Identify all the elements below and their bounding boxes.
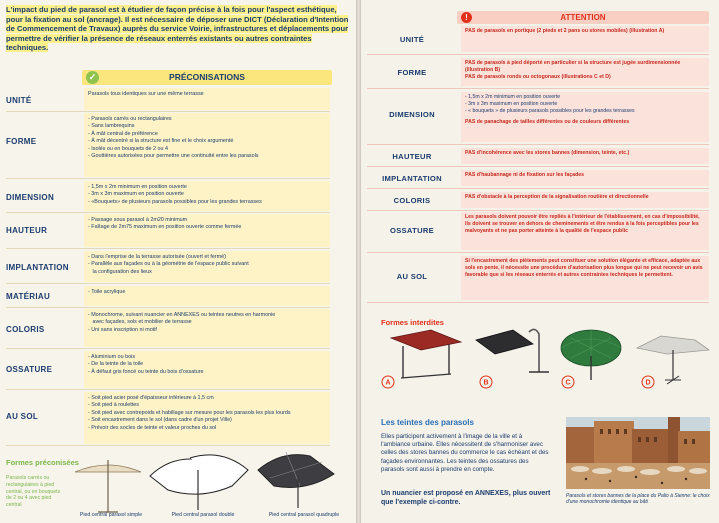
formes-preconisees-title: Formes préconisées	[6, 458, 79, 467]
row-line: - Sans lambrequins	[88, 123, 135, 130]
attention-text: Les parasols doivent pouvoir être repliés à l'intérieur de l'établissement, en cas d'impossibilité, ils doivent se trouver en dehors de cheminements et être rendus à la fois perceptibles pour les malvoyants et ne pas porter atteinte à la qualité de l'espace public	[465, 214, 700, 234]
row-line: - Parallèle aux façades ou à la géométrie de l'espace public suivant	[88, 261, 249, 268]
intro-part-2: Il est nécessaire de déposer une DICT (Déclaration d'Intention de Commencement de Travaux) auprès du service Voirie, infrastructures et déplacements pour permettre de vérifier la présence de réseaux enterrés existants ou autres contraintes techniques.	[6, 14, 349, 53]
formes-preconisees-text: Parasols carrés ou rectangulaires à pied central, ou en bouquets de 2 ou 4 avec pied central	[6, 475, 61, 509]
photo-caption: Parasols et stores bannes de la place du Palio à Sienne: le choix d'une monochromie identique au bâti	[566, 493, 710, 506]
row-line: - Soit pied avec contrepoids et habillage sur mesure pour les parasols les plus lourds	[88, 409, 291, 416]
attention-label-coloris: COLORIS	[393, 196, 431, 205]
illustration-ref: (illustration A)	[629, 28, 665, 34]
attention-label-forme: FORME	[397, 68, 427, 77]
attention-text: PAS de panachage de tailles différentes ou de couleurs différentes	[465, 119, 630, 126]
row-line: Parasols tous identiques sur une même terrasse	[88, 91, 204, 97]
attention-title: ATTENTION	[560, 13, 606, 22]
row-line: - Toile acrylique	[88, 289, 126, 295]
row-label-coloris: COLORIS	[6, 325, 45, 334]
row-label-matériau: MATÉRIAU	[6, 292, 51, 301]
nuancier-text: Un nuancier est proposé en ANNEXES, plus ouvert que l'exemple ci-contre.	[381, 490, 551, 506]
row-line: - Isolés ou en bouquets de 2 ou 4	[88, 145, 169, 152]
attention-text: - 1,5m x 2m minimum en position ouverte	[465, 94, 561, 100]
row-line: - À défaut gris foncé ou teinte du bois d'ossature	[88, 368, 204, 375]
teintes-text: Elles participent activement à l'image de la ville et à l'ambiance urbaine. Elles nécessitent de s'harmoniser avec celles des stores bannes du commerce le cas échéant et des façades environnantes. Les teintes des ossatures des parasols sont aussi à prendre en compte.	[381, 433, 549, 473]
offset-parasol-illustration	[476, 329, 549, 372]
attention-text: Si l'encastrement des piètements peut constituer une solution élégante et efficace, adaptée aux sols en pente, il nécessite une procédure d'autorisation plus longue qui ne peut recevoir un avis favorable que si les réseaux enterrés et autres contraintes techniques le permettent.	[465, 258, 703, 278]
row-label-dimension: DIMENSION	[6, 193, 55, 202]
right-page	[361, 0, 719, 523]
row-line: - Soit encastrement dans le sol (dans cadre d'un projet Ville)	[88, 417, 232, 424]
row-label-hauteur: HAUTEUR	[6, 226, 48, 235]
forbidden-letter-b: B	[483, 379, 489, 387]
left-page	[0, 0, 356, 523]
caption-quadruple: Pied central parasol quadruple	[268, 512, 340, 518]
row-line: - Soit pied acier posé d'épaisseur inférieure à 1,5 cm	[88, 395, 214, 401]
row-line: - Gouttières autorisées pour permettre une continuité entre les parasols	[88, 153, 259, 160]
forbidden-letter-c: C	[565, 379, 571, 387]
row-line: - 3m x 3m maximum en position ouverte	[88, 191, 184, 198]
attention-text: PAS de parasols à pied déporté en particulier si la structure est jugée surdimensionnée	[465, 60, 681, 66]
row-line: - Prévoir des socles de teinte et valeur proches du sol	[88, 424, 217, 431]
preconisations-title: PRÉCONISATIONS	[169, 72, 245, 82]
row-line: avec façades, sols et mobilier de terrasse	[88, 319, 192, 326]
row-label-unité: UNITÉ	[6, 96, 32, 105]
parasol-double-illustration	[150, 455, 248, 510]
row-line: - À mât central de préférence	[88, 130, 158, 137]
row-line: - Monochrome, suivant nuancier en ANNEXES ou teintes neutres en harmonie	[88, 312, 276, 318]
row-line: - À mât décentré si la structure est fine et le choix argumenté	[88, 138, 234, 145]
attention-text: - 3m x 3m maximum en position ouverte	[465, 100, 558, 107]
attention-text: PAS d'haubannage ni de fixation sur les façades	[465, 172, 585, 178]
row-label-ossature: OSSATURE	[6, 365, 53, 374]
attention-label-au sol: AU SOL	[396, 272, 428, 281]
parasol-simple-illustration	[75, 460, 141, 512]
attention-label-unité: UNITÉ	[399, 35, 425, 44]
round-parasol-illustration	[561, 330, 621, 380]
row-line: - 1,5m x 2m minimum en position ouverte	[88, 184, 187, 190]
octagonal-parasol-illustration	[637, 336, 709, 384]
caption-double: Pied central parasol double	[171, 512, 235, 518]
illustration-ref: (illustration B)	[465, 66, 501, 73]
siena-square-photo	[566, 417, 710, 489]
forbidden-letter-d: D	[645, 379, 651, 387]
caption-simple: Pied central parasol simple	[79, 512, 143, 518]
portique-parasol-illustration	[391, 330, 461, 378]
attention-text: PAS d'incohérence avec les stores bannes (dimension, teinte, etc.)	[465, 150, 630, 156]
attention-text: PAS d'obstacle à la perception de la signalisation routière et directionnelle	[465, 194, 649, 200]
row-label-au sol: AU SOL	[6, 412, 39, 421]
row-line: - Uni sans inscription ni motif	[88, 326, 157, 333]
check-icon: ✓	[86, 71, 99, 84]
attention-label-hauteur: HAUTEUR	[392, 152, 432, 161]
formes-interdites-title: Formes interdites	[381, 318, 444, 327]
attention-text: - « bouquets » de plusieurs parasols possibles pour les grandes terrasses	[465, 107, 635, 114]
row-line: - Soit pied à roulettes	[88, 402, 139, 409]
recommended-parasol-illustrations	[0, 0, 356, 523]
attention-label-ossature: OSSATURE	[389, 226, 435, 235]
attention-text: PAS de parasols ronds ou octogonaux	[465, 73, 562, 80]
intro-part-1: L'impact du pied de parasol est à étudier de façon précise à la fois pour l'aspect esthétique, pour la fixation au sol (ancrage).	[6, 5, 337, 24]
forbidden-letter-a: A	[385, 379, 391, 387]
row-line: - Parasols carrés ou rectangulaires	[88, 116, 172, 122]
row-line: - Faîtage de 2m75 maximum en position ouverte comme fermée	[88, 224, 242, 231]
row-line: - «Bouquets» de plusieurs parasols possibles pour les grandes terrasses	[88, 198, 262, 205]
teintes-title: Les teintes des parasols	[381, 418, 474, 427]
row-label-forme: FORME	[6, 137, 37, 146]
row-line: la configuration des lieux	[88, 268, 152, 275]
row-label-implantation: IMPLANTATION	[6, 263, 69, 272]
attention-text: PAS de parasols en portique (2 pieds et 2 pans ou stores mobiles)	[465, 28, 630, 34]
row-line: - Passage sous parasol à 2m20 minimum	[88, 217, 188, 223]
attention-label-implantation: IMPLANTATION	[382, 174, 442, 183]
attention-label-dimension: DIMENSION	[389, 110, 435, 119]
row-line: - De la teinte de la toile	[88, 361, 144, 368]
row-line: - Dans l'emprise de la terrasse autorisée (ouvert et fermé)	[88, 254, 226, 260]
row-line: - Aluminium ou bois	[88, 354, 136, 360]
parasol-quadruple-illustration	[258, 452, 334, 508]
illustration-ref: (illustrations C et D)	[561, 73, 611, 80]
exclamation-icon: !	[461, 12, 472, 23]
